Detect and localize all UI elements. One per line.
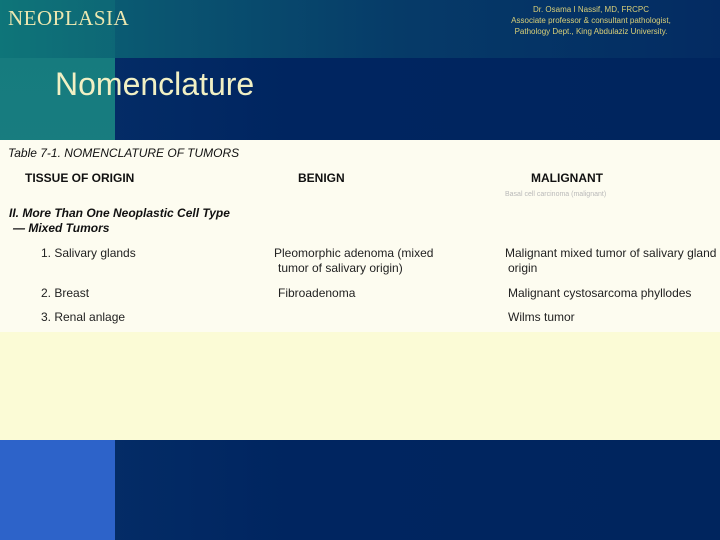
table-cell-benign (274, 246, 433, 276)
author-name: Dr. Osama I Nassif, MD, FRCPC (532, 5, 649, 14)
nomenclature-table-image (0, 140, 720, 440)
slide-title: NEOPLASIA (8, 6, 130, 30)
left-accent-strip-bottom (0, 440, 115, 540)
table-cell-malignant: Malignant cystosarcoma phyllodes (508, 286, 692, 300)
column-header-tissue: TISSUE OF ORIGIN (25, 171, 135, 185)
table-cell-benign: Fibroadenoma (278, 286, 356, 300)
table-cell-tissue: 1. Salivary glands (41, 246, 136, 260)
column-header-malignant: MALIGNANT (531, 171, 603, 185)
section-heading (9, 206, 230, 236)
section-heading-line1: II. More Than One Neoplastic Cell Type (9, 206, 230, 220)
faint-prior-row-text: Basal cell carcinoma (malignant) (505, 191, 607, 198)
author-info (476, 4, 706, 37)
table-caption: Table 7-1. NOMENCLATURE OF TUMORS (8, 146, 240, 160)
cell-line: tumor of salivary origin) (278, 261, 403, 275)
table-cell-tissue: 2. Breast (41, 286, 90, 300)
section-heading-line2: — Mixed Tumors (13, 221, 110, 235)
cell-line: Malignant mixed tumor of salivary gland (505, 246, 717, 260)
column-header-benign: BENIGN (298, 171, 345, 185)
cell-line: Pleomorphic adenoma (mixed (274, 246, 434, 260)
table-cell-tissue: 3. Renal anlage (41, 310, 126, 324)
author-department: Pathology Dept., King Abdulaziz University. (514, 27, 668, 36)
table-cell-malignant (505, 246, 716, 276)
cell-line: origin (508, 261, 538, 275)
slide-subtitle: Nomenclature (55, 66, 255, 102)
author-position: Associate professor & consultant pathologist, (511, 16, 671, 25)
table-panel-lower-fill (0, 332, 720, 440)
table-cell-malignant: Wilms tumor (508, 310, 575, 324)
